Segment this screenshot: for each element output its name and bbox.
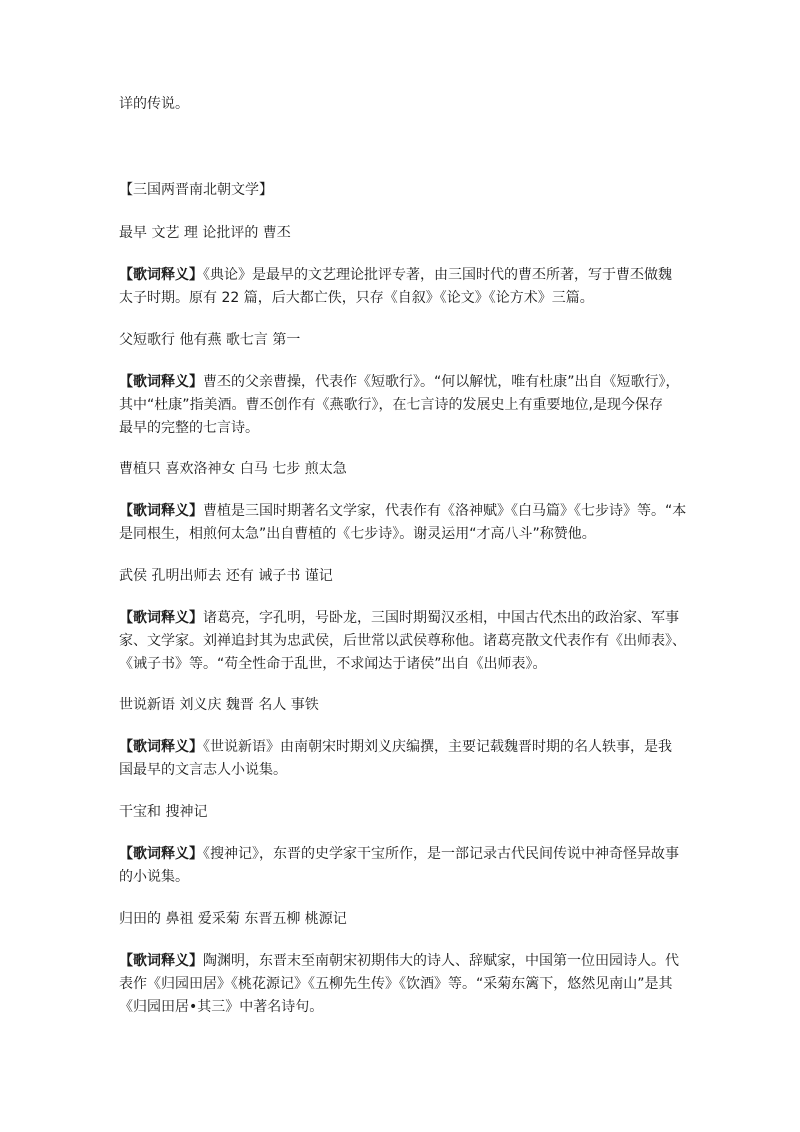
- explanation-label: 【歌词释义】: [119, 739, 203, 755]
- explanation-2-line-3: 最早的完整的七言诗。: [119, 420, 259, 436]
- explanation-1-line-1: 【歌词释义】《典论》是最早的文艺理论批评专著，由三国时代的曹丕所著，写于曹丕做魏: [119, 267, 672, 283]
- explanation-4-line-2: 家、文学家。刘禅追封其为忠武侯，后世常以武侯尊称他。诸葛亮散文代表作有《出师表》、: [119, 633, 686, 649]
- explanation-5-line-1: 【歌词释义】《世说新语》由南朝宋时期刘义庆编撰，主要记载魏晋时期的名人轶事，是我: [119, 739, 672, 755]
- explanation-label: 【歌词释义】: [119, 953, 203, 969]
- explanation-2-line-1: 【歌词释义】曹丕的父亲曹操，代表作《短歌行》。“何以解忧，唯有杜康”出自《短歌行》，: [119, 374, 680, 390]
- lyric-line-2: 父短歌行 他有燕 歌七言 第一: [119, 332, 301, 348]
- explanation-2-line-2: 其中“杜康”指美酒。曹丕创作有《燕歌行》，在七言诗的发展史上有重要地位,是现今保存: [119, 397, 663, 413]
- explanation-label: 【歌词释义】: [119, 503, 203, 519]
- explanation-7-line-1: 【歌词释义】陶渊明，东晋末至南朝宋初期伟大的诗人、辞赋家，中国第一位田园诗人。代: [119, 953, 679, 969]
- explanation-5-line-2: 国最早的文言志人小说集。: [119, 762, 287, 778]
- explanation-3-line-2: 是同根生，相煎何太急”出自曹植的《七步诗》。谢灵运用“才高八斗”称赞他。: [119, 526, 596, 542]
- explanation-3-line-1: 【歌词释义】曹植是三国时期著名文学家，代表作有《洛神赋》《白马篇》《七步诗》等。“本: [119, 503, 687, 519]
- explanation-label: 【歌词释义】: [119, 267, 203, 283]
- intro-tail-text: 详的传说。: [119, 96, 189, 112]
- explanation-6-line-1: 【歌词释义】《搜神记》，东晋的史学家干宝所作，是一部记录古代民间传说中神奇怪异故事: [119, 846, 679, 862]
- explanation-7-line-3: 《归园田居•其三》中著名诗句。: [119, 999, 324, 1015]
- lyric-line-5: 世说新语 刘义庆 魏晋 名人 事铁: [119, 697, 319, 713]
- explanation-label: 【歌词释义】: [119, 374, 203, 390]
- lyric-line-7: 归田的 鼻祖 爱采菊 东晋五柳 桃源记: [119, 911, 347, 927]
- explanation-7-line-2: 表作《归园田居》《桃花源记》《五柳先生传》《饮酒》等。“采菊东篱下，悠然见南山”是其: [119, 976, 673, 992]
- lyric-line-1: 最早 文艺 理 论批评的 曹丕: [119, 225, 291, 241]
- explanation-4-line-1: 【歌词释义】诸葛亮，字孔明，号卧龙，三国时期蜀汉丞相，中国古代杰出的政治家、军事: [119, 610, 679, 626]
- explanation-1-line-2: 太子时期。原有 22 篇，后大都亡佚，只存《自叙》《论文》《论方术》三篇。: [119, 290, 594, 306]
- lyric-line-4: 武侯 孔明出师去 还有 诫子书 谨记: [119, 568, 333, 584]
- explanation-6-line-2: 的小说集。: [119, 869, 189, 885]
- explanation-label: 【歌词释义】: [119, 846, 203, 862]
- section-heading: 【三国两晋南北朝文学】: [119, 182, 273, 198]
- explanation-4-line-3: 《诫子书》等。“苟全性命于乱世，不求闻达于诸侯”出自《出师表》。: [119, 656, 547, 672]
- lyric-line-6: 干宝和 搜神记: [119, 804, 208, 820]
- lyric-line-3: 曹植只 喜欢洛神女 白马 七步 煎太急: [119, 461, 347, 477]
- explanation-label: 【歌词释义】: [119, 610, 203, 626]
